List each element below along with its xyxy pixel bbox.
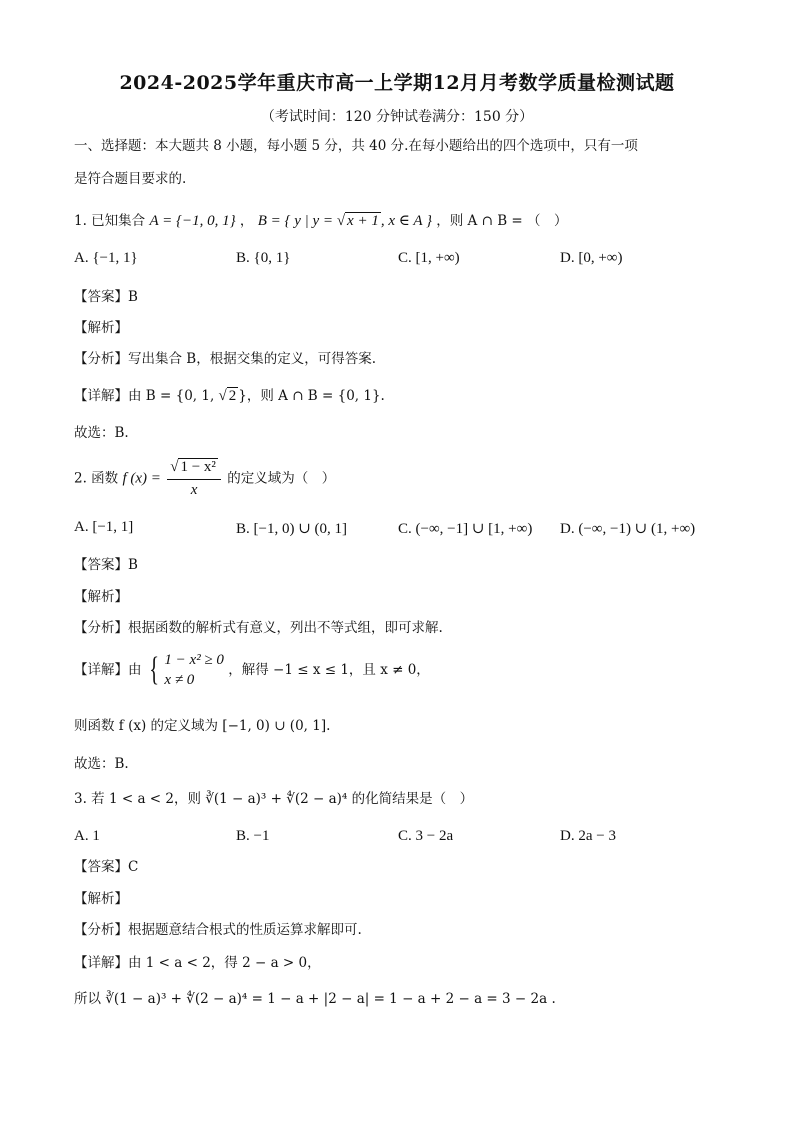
q1-stem: 1. 已知集合 A = {−1, 0, 1} ， B = { y | y = √ x + 1 , x ∈ A } ，则 A ∩ B = （ ） <box>74 213 568 229</box>
q2-option-a: A. [−1, 1] <box>74 519 134 535</box>
q3-analysis-heading: 【解析】 <box>74 891 128 907</box>
q2-suffix: 的定义域为（ ） <box>227 470 336 487</box>
q2-fraction-numerator: 1 − x² <box>180 459 216 475</box>
q2-detail-pre: 【详解】由 <box>74 661 142 678</box>
q2-detail-post: ，解得 −1 ≤ x ≤ 1，且 x ≠ 0， <box>228 661 430 678</box>
doc-title: 2024-2025学年重庆市高一上学期12月月考数学质量检测试题 <box>119 72 675 94</box>
q1-ask: ，则 A ∩ B = （ ） <box>436 213 568 229</box>
q2-analysis-heading: 【解析】 <box>74 589 128 605</box>
q3-option-a: A. 1 <box>74 828 100 844</box>
q1-analysis: 【分析】写出集合 B，根据交集的定义，可得答案. <box>74 351 377 367</box>
q1-option-b: B. {0, 1} <box>236 250 291 266</box>
q2-prefix: 2. 函数 <box>74 470 119 487</box>
q1-prefix: 1. 已知集合 <box>74 213 146 229</box>
q1-comma: ， <box>239 213 254 229</box>
q2-fraction-denominator: x <box>190 481 198 498</box>
q3-detail: 【详解】由 1 < a < 2，得 2 − a > 0， <box>74 955 321 971</box>
q2-stem <box>74 458 335 500</box>
q1-analysis-heading: 【解析】 <box>74 320 128 336</box>
q2-option-d: D. (−∞, −1) ∪ (1, +∞) <box>560 521 696 537</box>
q1-option-a: A. {−1, 1} <box>74 250 138 266</box>
q2-system-line-2: x ≠ 0 <box>164 672 195 689</box>
section-instructions-2: 是符合题目要求的. <box>74 171 187 187</box>
q1-set-b-right: , x ∈ A } <box>380 213 432 229</box>
q3-option-c: C. 3 − 2a <box>398 828 454 844</box>
q2-analysis: 【分析】根据函数的解析式有意义，列出不等式组，即可求解. <box>74 620 443 636</box>
q3-result: 所以 ∛(1 − a)³ + ∜(2 − a)⁴ = 1 − a + |2 − a| = 1 − a + 2 − a = 3 − 2a . <box>74 991 556 1007</box>
doc-subtitle: （考试时间：120 分钟试卷满分：150 分） <box>260 109 534 125</box>
q2-fx: f (x) = <box>122 470 161 487</box>
q3-option-b: B. −1 <box>236 828 270 844</box>
section-instructions-1: 一、选择题：本大题共 8 小题，每小题 5 分，共 40 分.在每小题给出的四个选项中，只有一项 <box>74 138 638 154</box>
q2-option-b: B. [−1, 0) ∪ (0, 1] <box>236 521 348 537</box>
q2-option-c: C. (−∞, −1] ∪ [1, +∞) <box>398 521 533 537</box>
q3-option-d: D. 2a − 3 <box>560 828 616 844</box>
q1-set-b-left: B = { y | y = <box>257 213 337 229</box>
q1-detail-root: 2 <box>228 388 237 404</box>
q1-answer: 【答案】B <box>74 289 138 305</box>
q1-detail: 【详解】由 B = {0, 1, √ 2 }，则 A ∩ B = {0, 1}. <box>74 388 385 404</box>
q2-domain: 则函数 f (x) 的定义域为 [−1, 0) ∪ (0, 1]. <box>74 718 331 734</box>
q3-analysis: 【分析】根据题意结合根式的性质运算求解即可. <box>74 922 362 938</box>
q1-detail-pre: 【详解】由 B = {0, 1, <box>74 388 219 404</box>
q1-detail-post: }，则 A ∩ B = {0, 1}. <box>238 388 385 404</box>
q1-option-d: D. [0, +∞) <box>560 250 623 266</box>
q2-fraction: $\frac{\text{√ 1 − x²}}{x}$ <box>167 458 221 500</box>
q2-inequality-system <box>164 650 224 691</box>
q2-choose: 故选：B. <box>74 756 129 772</box>
q3-stem: 3. 若 1 < a < 2，则 ∛(1 − a)³ + ∜(2 − a)⁴ 的化简结果是（ ） <box>74 791 474 807</box>
q2-detail <box>74 650 430 691</box>
q1-set-a: A = {−1, 0, 1} <box>149 213 236 229</box>
system-brace: { <box>149 651 159 689</box>
q1-option-c: C. [1, +∞) <box>398 250 460 266</box>
q3-answer: 【答案】C <box>74 859 139 875</box>
q1-choose: 故选：B. <box>74 425 129 441</box>
q2-answer: 【答案】B <box>74 557 138 573</box>
q2-system-line-1: 1 − x² ≥ 0 <box>164 652 224 668</box>
q1-set-b-root: x + 1 <box>347 213 379 229</box>
